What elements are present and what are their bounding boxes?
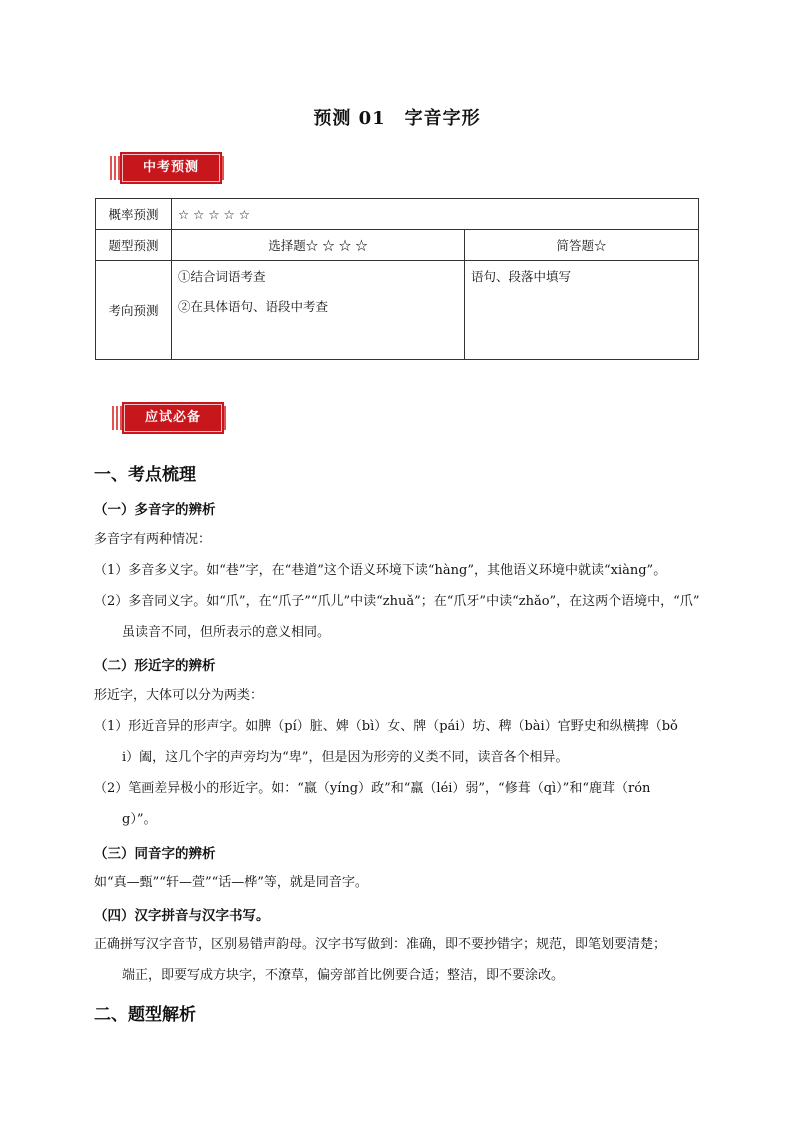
table-label-question-type: 题型预测 [96,230,172,261]
paragraph-continued: i）阖，这几个字的声旁均为“卑”，但是因为形旁的义类不同，读音各个相异。 [122,750,569,765]
table-label-probability: 概率预测 [96,199,172,230]
table-value-choice: 选择题☆ ☆ ☆ ☆ [172,230,465,261]
subheading-homophone: （三）同音字的辨析 [94,846,216,862]
direction-item-1: ①结合词语考查 [178,269,266,284]
paragraph-continued: 端正，即要写成方块字，不潦草，偏旁部首比例要合适；整洁，即不要涂改。 [122,968,565,983]
subheading-similar-shape: （二）形近字的辨析 [94,658,216,674]
section-banner-forecast [110,154,230,182]
paragraph-continued: g）”。 [122,812,157,827]
direction-item-2: ②在具体语句、语段中考查 [178,299,329,314]
paragraph: 多音字有两种情况： [94,532,212,547]
paragraph: （2）多音同义字。如“爪”，在“爪子”“爪儿”中读“zhuǎ”；在“爪牙”中读“zhǎo”，在这两个语境中，“爪” [94,594,700,609]
forecast-table [95,198,699,360]
banner-label: 应试必备 [124,404,222,432]
page-title: 预测 01 字音字形 [313,108,481,129]
paragraph: （1）多音多义字。如“巷”字，在“巷道”这个语义环境下读“hàng”，其他语义环境中就读“xiàng”。 [94,563,667,578]
subheading-polyphone: （一）多音字的辨析 [94,502,216,518]
paragraph: 如“真—甄”“轩—萱”“话—桦”等，就是同音字。 [94,875,368,890]
paragraph: （2）笔画差异极小的形近字。如：“嬴（yíng）政”和“羸（léi）弱”，“修葺（qì）”和“鹿茸（rón [94,781,651,796]
table-value-short-answer: 简答题☆ [465,230,699,261]
table-label-direction: 考向预测 [96,261,172,360]
subheading-pinyin-writing: （四）汉字拼音与汉字书写。 [94,908,270,924]
table-cell-direction-fill: 语句、段落中填写 [465,261,699,360]
paragraph: （1）形近音异的形声字。如脾（pí）脏、婢（bì）女、牌（pái）坊、稗（bài）官野史和纵横捭（bǒ [94,719,678,734]
table-value-probability: ☆ ☆ ☆ ☆ ☆ [172,199,699,230]
banner-label: 中考预测 [122,154,220,182]
section-heading-2: 二、题型解析 [94,1005,196,1025]
paragraph-continued: 虽读音不同，但所表示的意义相同。 [122,625,331,640]
section-banner-prep [112,404,232,432]
section-heading-1: 一、考点梳理 [94,465,196,485]
paragraph: 正确拼写汉字音节，区别易错声韵母。汉字书写做到：准确，即不要抄错字；规范，即笔划要清楚； [94,937,667,952]
paragraph: 形近字，大体可以分为两类： [94,688,264,703]
table-cell-direction-items [172,261,465,360]
